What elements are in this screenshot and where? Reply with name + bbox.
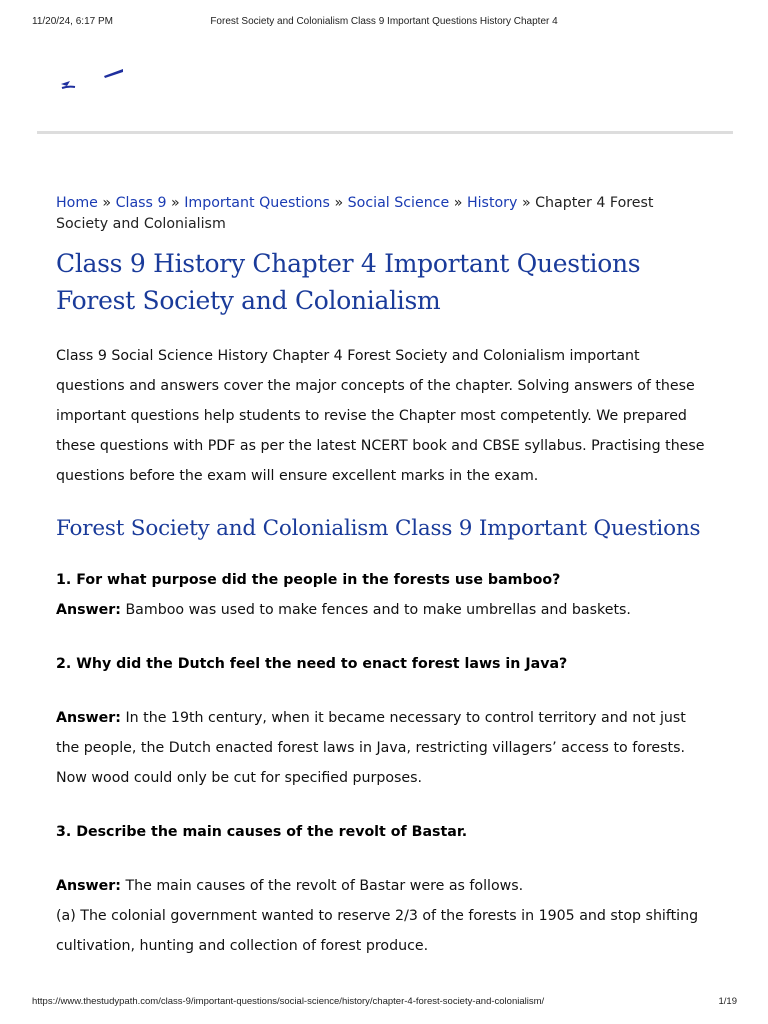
spacer	[56, 625, 706, 649]
breadcrumb-separator: »	[171, 195, 180, 211]
question-2: 2. Why did the Dutch feel the need to enact forest laws in Java?	[56, 656, 568, 672]
print-header	[0, 16, 768, 30]
spacer	[56, 793, 706, 817]
print-datetime: 11/20/24, 6:17 PM	[32, 16, 113, 27]
print-page-title: Forest Society and Colonialism Class 9 Important Questions History Chapter 4	[210, 16, 558, 27]
article-content	[56, 193, 706, 961]
answer-3-point-a: (a) The colonial government wanted to reserve 2/3 of the forests in 1905 and stop shifting cultivation, hunting and collection of forest produce.	[56, 908, 699, 954]
page-title: Class 9 History Chapter 4 Important Questions Forest Society and Colonialism	[56, 249, 641, 315]
site-logo[interactable]	[55, 64, 135, 90]
answer-3	[56, 871, 706, 901]
breadcrumb	[56, 193, 706, 235]
breadcrumb-separator: »	[102, 195, 112, 211]
answer-3-text: The main causes of the revolt of Bastar were as follows.	[125, 878, 524, 894]
answer-label: Answer:	[56, 710, 121, 726]
breadcrumb-important-questions[interactable]: Important Questions	[184, 195, 330, 211]
intro-paragraph: Class 9 Social Science History Chapter 4 Forest Society and Colonialism important questions and answers cover the major concepts of the chapter. Solving answers of these important questions help students to revise the Chapter most competently. We prepared these questions with PDF as per the latest NCERT book and CBSE syllabus. Practising these questions before the exam will ensure excellent marks in the exam.	[56, 348, 705, 484]
breadcrumb-separator: »	[453, 195, 463, 211]
spacer	[56, 679, 706, 703]
question-3: 3. Describe the main causes of the revolt of Bastar.	[56, 824, 468, 840]
site-logo-mark	[55, 64, 135, 90]
breadcrumb-separator: »	[521, 195, 531, 211]
header-divider	[37, 131, 733, 134]
breadcrumb-home[interactable]: Home	[56, 195, 98, 211]
print-page-number: 1/19	[718, 996, 737, 1007]
answer-2	[56, 703, 706, 793]
breadcrumb-history[interactable]: History	[466, 195, 518, 211]
breadcrumb-class-9[interactable]: Class 9	[115, 195, 167, 211]
answer-1-text: Bamboo was used to make fences and to make umbrellas and baskets.	[125, 602, 631, 618]
breadcrumb-current: Chapter 4 Forest Society and Colonialism	[56, 195, 654, 232]
answer-label: Answer:	[56, 878, 121, 894]
print-url: https://www.thestudypath.com/class-9/important-questions/social-science/history/chapter-4-forest-society-and-colonialism/	[32, 996, 545, 1007]
question-1: 1. For what purpose did the people in the forests use bamboo?	[56, 572, 561, 588]
section-heading: Forest Society and Colonialism Class 9 Important Questions	[56, 516, 701, 541]
answer-1	[56, 595, 706, 625]
breadcrumb-separator: »	[334, 195, 344, 211]
print-footer	[0, 996, 768, 1010]
answer-2-text: In the 19th century, when it became necessary to control territory and not just the people, the Dutch enacted forest laws in Java, restricting villagers’ access to forests. Now wood could only be cut for specified purposes.	[56, 710, 686, 786]
spacer	[56, 847, 706, 871]
answer-label: Answer:	[56, 602, 121, 618]
breadcrumb-social-science[interactable]: Social Science	[347, 195, 450, 211]
